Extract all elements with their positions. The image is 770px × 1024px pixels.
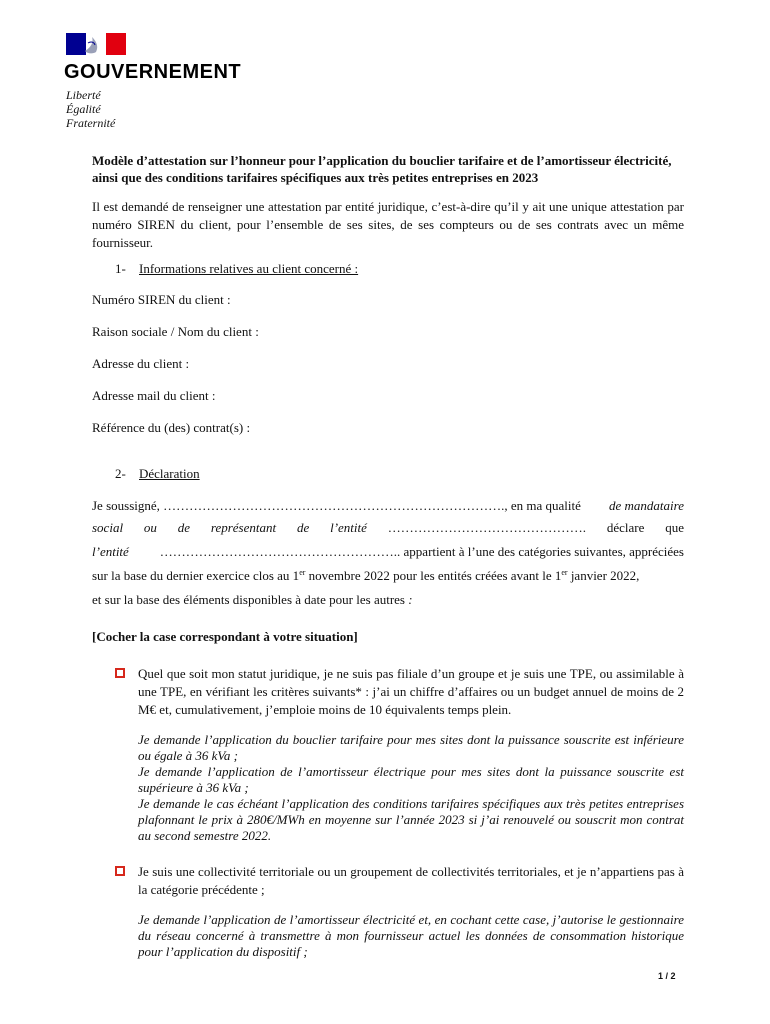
motto-egalite: Égalité bbox=[66, 102, 101, 116]
line5-colon: : bbox=[408, 592, 413, 607]
intro-paragraph: Il est demandé de renseigner une attestation par entité juridique, c’est-à-dire qu’il y ait une unique attestation par numéro SIREN du client, pour l’ensemble de ses sites, de ses compteurs ou de ses contrats avec un même fournisseur. bbox=[92, 199, 684, 250]
option-tpe-italic-3: Je demande le cas échéant l’application des conditions tarifaires spécifiques aux très petites entreprises plafonnant le prix à 280€/MWh en moyenne sur l’année 2023 si j’ai renouvelé ou souscrit mon contrat au second semestre 2022. bbox=[138, 796, 684, 843]
word-de: de bbox=[177, 520, 191, 535]
line5-text: et sur la base des éléments disponibles à date pour les autres bbox=[92, 592, 405, 607]
option-tpe-text: Quel que soit mon statut juridique, je ne suis pas filiale d’un groupe et je suis une TPE, ou assimilable à une TPE, en vérifiant les critères suivants* : j’ai un chiffre d’affaires ou un budget annuel de moins de 2 M€ et, cumulativement, j’emploie moins de 10 équivalents temps plein. bbox=[138, 666, 684, 717]
republic-motto bbox=[66, 88, 115, 130]
document-title: Modèle d’attestation sur l’honneur pour l’application du bouclier tarifaire et de l’amortisseur électricité, ainsi que des conditions tarifaires spécifiques aux très petites entreprises en 2023 bbox=[92, 153, 672, 185]
option-collectivite-text: Je suis une collectivité territoriale ou un groupement de collectivités territoriales, et je n’appartiens pas à la catégorie précédente ; bbox=[138, 864, 684, 897]
word-declare: déclare bbox=[606, 520, 645, 535]
line4-sup-1: er bbox=[299, 568, 306, 577]
gouvernement-wordmark: GOUVERNEMENT bbox=[64, 61, 242, 83]
field-adresse-mail: Adresse mail du client : bbox=[92, 388, 216, 403]
word-ou: ou bbox=[143, 520, 157, 535]
entity-dots: ………………………………………. bbox=[387, 520, 586, 535]
declaration-line-4 bbox=[92, 568, 684, 584]
word-l-entite: l’entité bbox=[330, 520, 367, 535]
section-1-title: Informations relatives au client concerné : bbox=[139, 261, 359, 276]
declaration-line-1 bbox=[92, 498, 684, 514]
cocher-instruction: [Cocher la case correspondant à votre situation] bbox=[92, 629, 358, 644]
word-l-entite-2: l’entité bbox=[92, 544, 129, 559]
word-de-2: de bbox=[296, 520, 310, 535]
motto-liberte: Liberté bbox=[66, 88, 101, 102]
line4-part-c: janvier 2022, bbox=[567, 568, 640, 583]
line4-part-a: sur la base du dernier exercice clos au 1 bbox=[92, 568, 300, 583]
declaration-line-5 bbox=[92, 592, 684, 608]
section-2-number: 2- bbox=[115, 466, 126, 481]
declaration-line-3 bbox=[92, 544, 684, 560]
declaration-mandataire: de mandataire bbox=[609, 498, 684, 513]
motto-fraternite: Fraternité bbox=[66, 116, 116, 130]
word-representant: représentant bbox=[210, 520, 277, 535]
marianne-flag-icon bbox=[66, 33, 126, 55]
option-collectivite-checkbox[interactable] bbox=[115, 866, 125, 876]
option-tpe-checkbox[interactable] bbox=[115, 668, 125, 678]
line4-sup-2: er bbox=[561, 568, 568, 577]
declaration-line-2 bbox=[92, 520, 684, 536]
option-collectivite-italic-1: Je demande l’application de l’amortisseur électricité et, en cochant cette case, j’autorise le gestionnaire du réseau concerné à transmettre à mon fournisseur actuel les données de consommation historique pour l’application du dispositif ; bbox=[138, 912, 684, 959]
field-reference-contrat: Référence du (des) contrat(s) : bbox=[92, 420, 251, 435]
section-1-number: 1- bbox=[115, 261, 126, 276]
declaration-appartient: ……………………………………………….. appartient à l’une des catégories suivantes, appréciées bbox=[159, 544, 684, 559]
field-adresse: Adresse du client : bbox=[92, 356, 190, 371]
option-tpe-italic-1: Je demande l’application du bouclier tarifaire pour mes sites dont la puissance souscrite est inférieure ou égale à 36 kVa ; bbox=[138, 732, 684, 763]
field-siren: Numéro SIREN du client : bbox=[92, 292, 231, 307]
word-que: que bbox=[665, 520, 684, 535]
section-2-heading bbox=[115, 466, 200, 482]
declaration-soussigne: Je soussigné, ……………………………………………………………………., en ma qualité bbox=[92, 498, 581, 513]
section-2-title: Déclaration bbox=[139, 466, 200, 481]
option-tpe-italic-2: Je demande l’application de l’amortisseur électrique pour mes sites dont la puissance souscrite est supérieure à 36 kVa ; bbox=[138, 764, 684, 795]
page-number: 1 / 2 bbox=[658, 971, 676, 981]
section-1-heading bbox=[115, 261, 358, 277]
field-raison-sociale: Raison sociale / Nom du client : bbox=[92, 324, 259, 339]
word-social: social bbox=[92, 520, 124, 535]
line4-part-b: novembre 2022 pour les entités créées avant le 1 bbox=[305, 568, 562, 583]
